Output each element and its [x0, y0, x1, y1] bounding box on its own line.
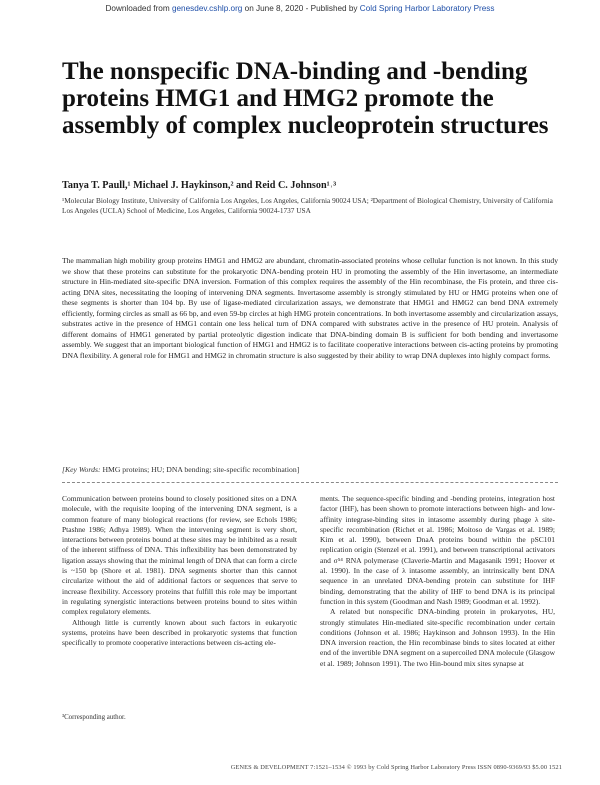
corresponding-author-footnote: ³Corresponding author. [62, 714, 126, 721]
keywords [62, 465, 558, 474]
publisher-link[interactable]: Cold Spring Harbor Laboratory Press [359, 4, 495, 13]
body-left-column [62, 494, 297, 648]
body-paragraph: ments. The sequence-specific binding and -bending proteins, integration host factor (IHF), has been shown to promote interactions between high- and low-affinity integrase-binding sites in intasome assembly during phage λ site-specific recombination (Richet et al. 1986; Moitoso de Vargas et al. 1989; Kim et al. 1990), between DnaA proteins bound within the pSC101 replication origin (Stenzel et al. 1991), and between transcriptional activators and σ⁵⁴ RNA polymerase (Claverie-Martin and Magasanik 1991; Hoover et al. 1990). In the case of λ intasome assembly, an intrinsically bent DNA sequence in an unrelated DNA-bending protein can substitute for IHF binding, demonstrating that the ability of IHF to bend DNA is its principal function in this system (Goodman and Nash 1989; Goodman et al. 1992). [320, 494, 555, 606]
author-list: Tanya T. Paull,¹ Michael J. Haykinson,² and Reid C. Johnson¹˒³ [62, 180, 337, 191]
download-notice [0, 4, 600, 13]
keywords-label: [Key Words: [62, 465, 101, 474]
download-middle: on June 8, 2020 - Published by [242, 4, 360, 13]
site-link[interactable]: genesdev.cshlp.org [171, 4, 243, 13]
affiliations: ¹Molecular Biology Institute, University of California Los Angeles, Los Angeles, California 90024 USA; ²Department of Biological Chemistry, University of California Los Angeles (UCLA) School of Medicine, Los Angeles, California 90024-1737 USA [62, 196, 553, 216]
body-right-column [320, 494, 555, 669]
abstract: The mammalian high mobility group proteins HMG1 and HMG2 are abundant, chromatin-associated proteins whose cellular function is not known. In this study we show that these proteins can substitute for the prokaryotic DNA-bending protein HU in promoting the assembly of the Hin invertasome, an intermediate structure in Hin-mediated site-specific DNA inversion. Formation of this complex requires the assembly of the Hin recombinase, the Fis protein, and three cis-acting DNA sites, necessitating the looping of intervening DNA segments. Invertasome assembly is strongly stimulated by HU or HMG proteins when one of these segments is shorter than 104 bp. By use of ligase-mediated circularization assays, we demonstrate that HMG1 and HMG2 can bend DNA extremely efficiently, forming circles as small as 66 bp, and even 59-bp circles at high HMG protein concentrations. In both invertasome assembly and circularization assays, substrates active in the presence of HMG1 contain one less helical turn of DNA compared with substrates active in the presence of HU protein. Analysis of different domains of HMG1 generated by partial proteolytic digestion indicate that DNA-binding domain B is sufficient for both bending and invertasome assembly. We suggest that an important biological function of HMG1 and HMG2 is to facilitate cooperative interactions between cis-acting proteins by promoting DNA flexibility. A general role for HMG1 and HMG2 in chromatin structure is also suggested by their ability to wrap DNA duplexes into highly compact forms. [62, 256, 558, 360]
download-prefix: Downloaded from [105, 4, 172, 13]
journal-footer: GENES & DEVELOPMENT 7:1521–1534 © 1993 by Cold Spring Harbor Laboratory Press ISSN 0890-9369/93 $5.00 1521 [230, 764, 562, 771]
keywords-values: HMG proteins; HU; DNA bending; site-specific recombination] [102, 465, 300, 474]
section-divider [62, 482, 558, 483]
article-title: The nonspecific DNA-binding and -bending proteins HMG1 and HMG2 promote the assembly of complex nucleoprotein structures [62, 58, 549, 139]
body-paragraph: Communication between proteins bound to closely positioned sites on a DNA molecule, with the requisite looping of the intervening DNA segment, is a common feature of many biological reactions (for review, see Echols 1986; Ptashne 1986; Adhya 1989). When the intervening segment is very short, interactions between proteins bound at these sites may be inhibited as a result of the inherent stiffness of DNA. This inflexibility has been demonstrated by ligation assays showing that the minimal length of DNA that can form a circle is ~150 bp (Shore et al. 1981). DNA segments shorter than this cannot circularize without the aid of additional factors or sequences that serve to increase flexibility. Accessory proteins that fulfill this role may be important in regulating synergistic interactions between proteins bound to sites within complex regulatory elements. [62, 494, 297, 617]
body-paragraph: Although little is currently known about such factors in eukaryotic systems, proteins have been described in prokaryotic systems that function specifically to promote cooperative interactions between cis-acting ele- [62, 617, 297, 648]
body-paragraph: A related but nonspecific DNA-binding protein in prokaryotes, HU, strongly stimulates Hin-mediated site-specific recombination under certain conditions (Johnson et al. 1986; Haykinson and Johnson 1993). In the Hin DNA inversion reaction, the Hin recombinase binds to sites located at either end of the invertible DNA segment on a supercoiled DNA molecule (Glasgow et al. 1989; Johnson 1991). The two Hin-bound mix sites synapse at [320, 607, 555, 668]
